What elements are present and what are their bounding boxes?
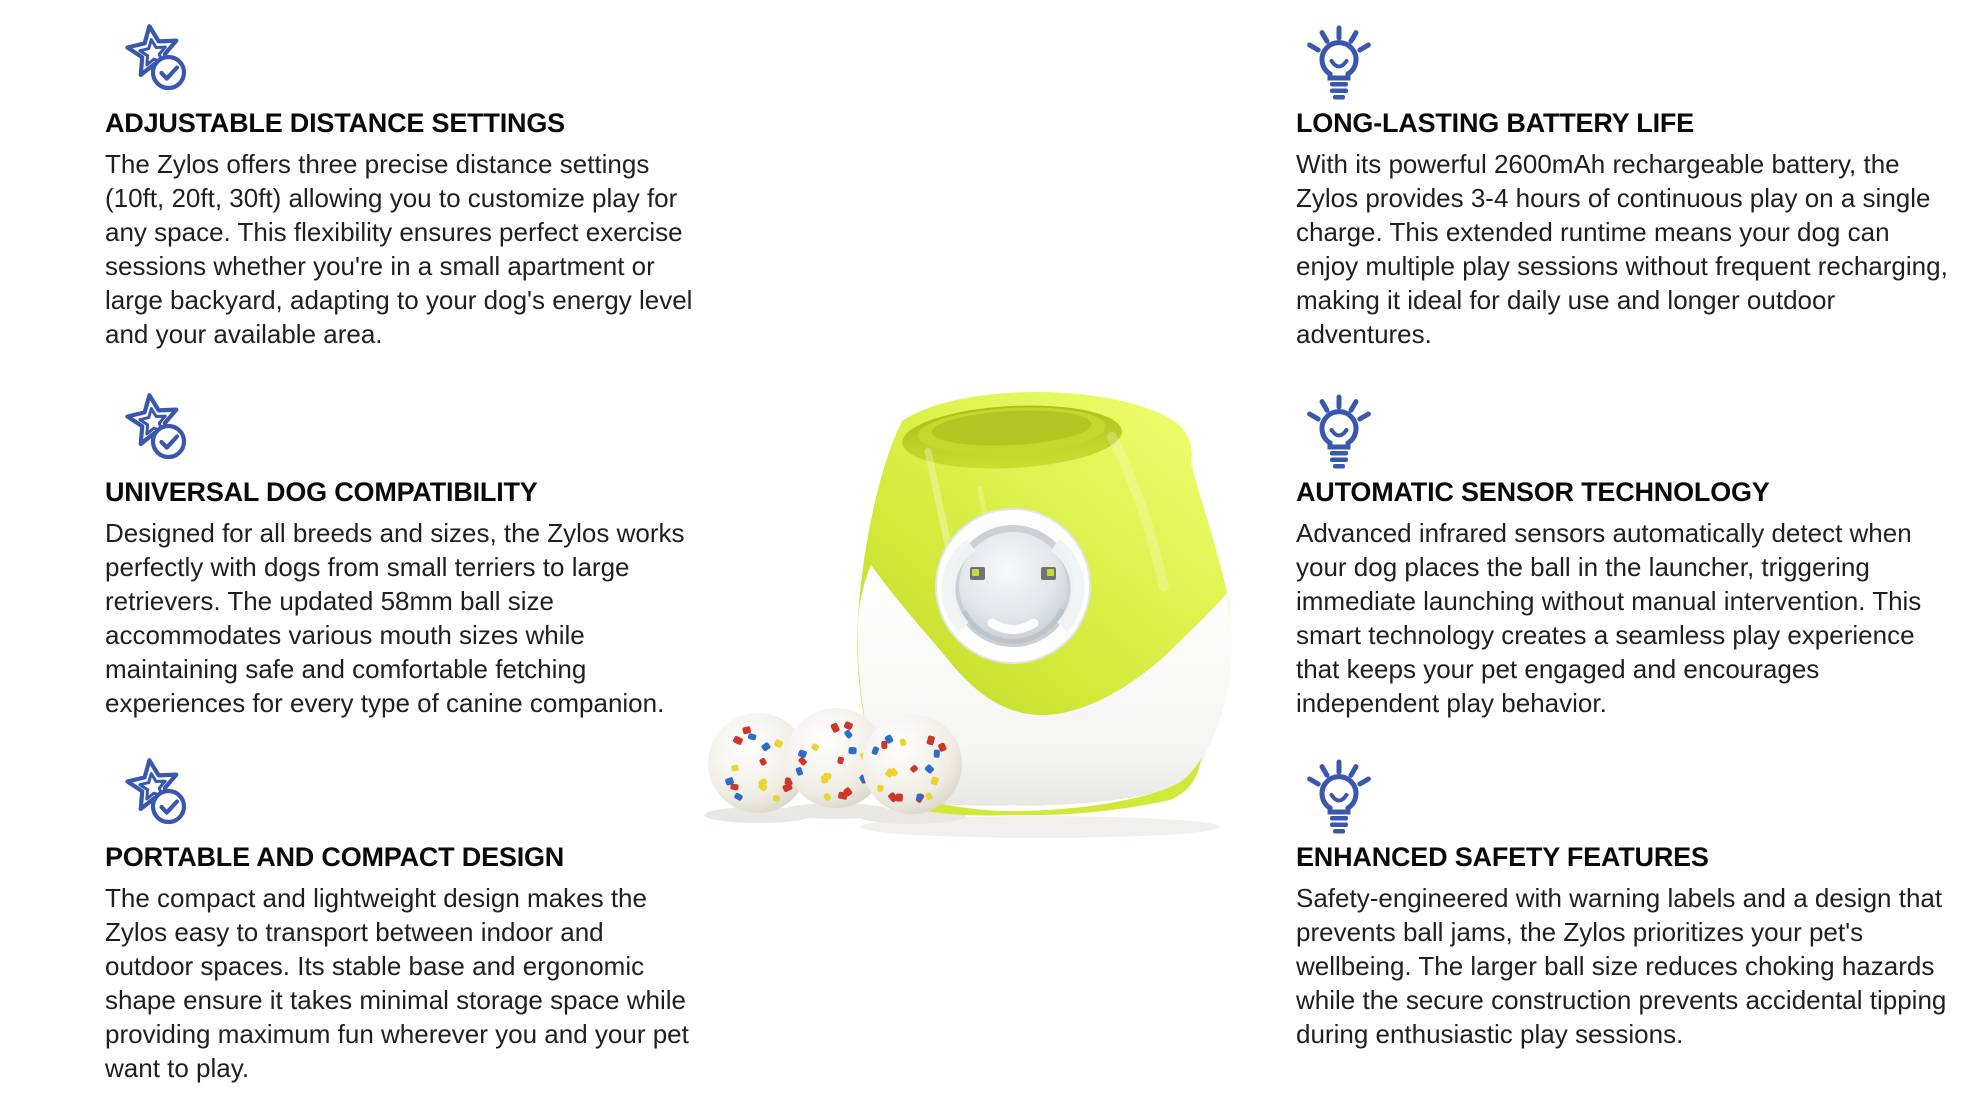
star-check-icon	[121, 756, 693, 828]
feature-automatic-sensor-technology	[1296, 391, 1948, 720]
feature-body: Safety-engineered with warning labels and a design that prevents ball jams, the Zylos prioritizes your pet's wellbeing. The larger ball size reduces choking hazards while the secure construction prevents accidental tipping during enthusiastic play sessions.	[1296, 883, 1947, 1049]
star-check-icon	[121, 22, 693, 94]
lightbulb-icon	[1302, 22, 1948, 94]
ball-launcher-illustration	[640, 365, 1260, 855]
star-check-icon	[121, 391, 693, 463]
lightbulb-icon	[1302, 391, 1948, 463]
feature-enhanced-safety	[1296, 756, 1948, 1051]
feature-body: The compact and lightweight design makes the Zylos easy to transport between indoor and outdoor spaces. Its stable base and ergonomic shape ensure it takes minimal storage space while providing maximum fun wherever you and your pet want to play.	[105, 883, 689, 1083]
feature-title: ENHANCED SAFETY FEATURES	[1296, 842, 1709, 872]
feature-universal-dog-compatibility	[105, 391, 693, 720]
feature-title: PORTABLE AND COMPACT DESIGN	[105, 842, 565, 872]
launcher-shadow	[860, 816, 1220, 838]
launcher-white-base	[858, 565, 1232, 806]
launcher-trim	[892, 758, 1201, 815]
feature-portable-compact-design	[105, 756, 693, 1085]
launcher-top-opening	[901, 400, 1124, 473]
feature-body: With its powerful 2600mAh rechargeable battery, the Zylos provides 3-4 hours of continuous play on a single charge. This extended runtime means your dog can enjoy multiple play sessions without frequent recharging, making it ideal for daily use and longer outdoor adventures.	[1296, 149, 1948, 349]
feature-body: Advanced infrared sensors automatically detect when your dog places the ball in the launcher, triggering immediate launching without manual intervention. This smart technology creates a seamless play experience that keeps your pet engaged and encourages independent play behavior.	[1296, 518, 1922, 718]
lightbulb-icon	[1302, 756, 1948, 828]
feature-body: The Zylos offers three precise distance settings (10ft, 20ft, 30ft) allowing you to customize play for any space. This flexibility ensures perfect exercise sessions whether you're in a small apartment or large backyard, adapting to your dog's energy level and your available area.	[105, 149, 693, 349]
speckled-ball	[785, 708, 891, 814]
product-image-ball-launcher	[640, 365, 1260, 855]
feature-long-lasting-battery	[1296, 22, 1948, 351]
feature-title: UNIVERSAL DOG COMPATIBILITY	[105, 477, 538, 507]
feature-title: LONG-LASTING BATTERY LIFE	[1296, 108, 1694, 138]
launch-port	[936, 509, 1090, 663]
feature-adjustable-distance-settings	[105, 22, 693, 351]
feature-title: ADJUSTABLE DISTANCE SETTINGS	[105, 108, 565, 138]
feature-body: Designed for all breeds and sizes, the Zylos works perfectly with dogs from small terriers to large retrievers. The updated 58mm ball size accommodates various mouth sizes while maintaining safe and comfortable fetching experiences for every type of canine companion.	[105, 518, 685, 718]
launcher-body	[857, 392, 1231, 805]
speckled-ball	[708, 713, 808, 813]
speckled-ball	[862, 714, 962, 814]
feature-title: AUTOMATIC SENSOR TECHNOLOGY	[1296, 477, 1770, 507]
